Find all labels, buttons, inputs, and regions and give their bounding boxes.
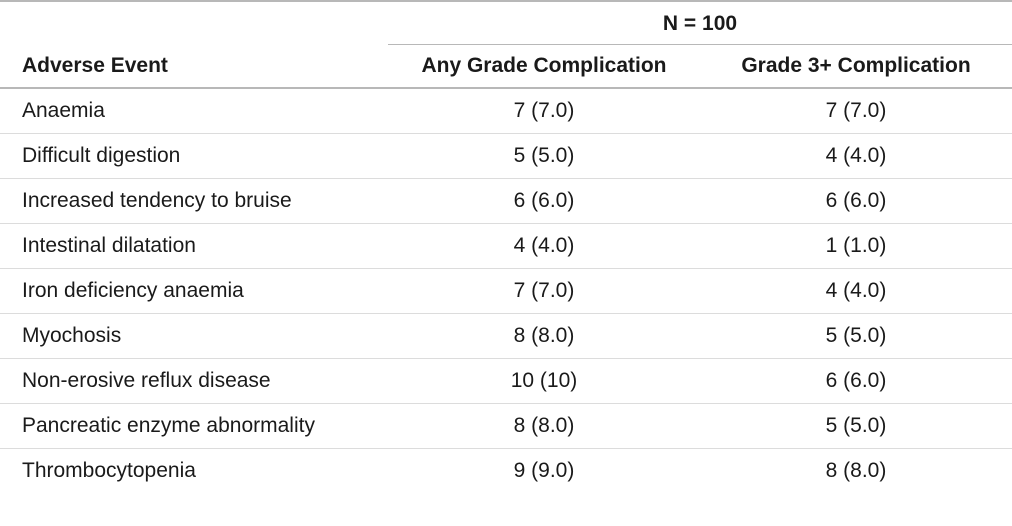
cell-any-grade: 7 (7.0) bbox=[388, 269, 700, 314]
cell-grade-3-plus: 4 (4.0) bbox=[700, 134, 1012, 179]
cell-grade-3-plus: 1 (1.0) bbox=[700, 224, 1012, 269]
column-header-grade-3-plus: Grade 3+ Complication bbox=[700, 45, 1012, 89]
cell-adverse-event: Iron deficiency anaemia bbox=[0, 269, 388, 314]
table-row bbox=[0, 449, 1012, 494]
spanner-empty-cell bbox=[0, 2, 388, 45]
table-row bbox=[0, 359, 1012, 404]
table-body bbox=[0, 88, 1012, 493]
cell-adverse-event: Intestinal dilatation bbox=[0, 224, 388, 269]
spanner-label: N = 100 bbox=[388, 2, 1012, 45]
cell-grade-3-plus: 5 (5.0) bbox=[700, 314, 1012, 359]
table-column-header-row bbox=[0, 45, 1012, 89]
table-spanner-row bbox=[0, 2, 1012, 45]
cell-adverse-event: Thrombocytopenia bbox=[22, 459, 196, 482]
column-header-any-grade: Any Grade Complication bbox=[388, 45, 700, 89]
cell-grade-3-plus: 7 (7.0) bbox=[700, 88, 1012, 134]
cell-adverse-event: Increased tendency to bruise bbox=[0, 179, 388, 224]
cell-any-grade: 5 (5.0) bbox=[388, 134, 700, 179]
table-row bbox=[0, 134, 1012, 179]
cell-any-grade: 6 (6.0) bbox=[388, 179, 700, 224]
table-row bbox=[0, 404, 1012, 449]
table-row bbox=[0, 269, 1012, 314]
table-row bbox=[0, 224, 1012, 269]
cell-adverse-event: Difficult digestion bbox=[0, 134, 388, 179]
cell-any-grade: 4 (4.0) bbox=[388, 224, 700, 269]
cell-adverse-event: Pancreatic enzyme abnormality bbox=[0, 404, 388, 449]
cell-grade-3-plus: 5 (5.0) bbox=[700, 404, 1012, 449]
cell-grade-3-plus: 4 (4.0) bbox=[700, 269, 1012, 314]
cell-any-grade: 8 (8.0) bbox=[388, 314, 700, 359]
cell-adverse-event: Anaemia bbox=[0, 88, 388, 134]
cell-any-grade: 8 (8.0) bbox=[388, 404, 700, 449]
table-row bbox=[0, 179, 1012, 224]
cell-adverse-event: Myochosis bbox=[0, 314, 388, 359]
cell-grade-3-plus: 8 (8.0) bbox=[825, 459, 887, 482]
cell-any-grade: 7 (7.0) bbox=[388, 88, 700, 134]
table-row bbox=[0, 88, 1012, 134]
cell-grade-3-plus: 6 (6.0) bbox=[700, 179, 1012, 224]
cell-grade-3-plus: 6 (6.0) bbox=[700, 359, 1012, 404]
cell-any-grade: 10 (10) bbox=[388, 359, 700, 404]
column-header-adverse-event: Adverse Event bbox=[0, 45, 388, 89]
table-row bbox=[0, 314, 1012, 359]
cell-any-grade: 9 (9.0) bbox=[513, 459, 575, 482]
cell-adverse-event: Non-erosive reflux disease bbox=[0, 359, 388, 404]
table-header bbox=[0, 1, 1012, 88]
